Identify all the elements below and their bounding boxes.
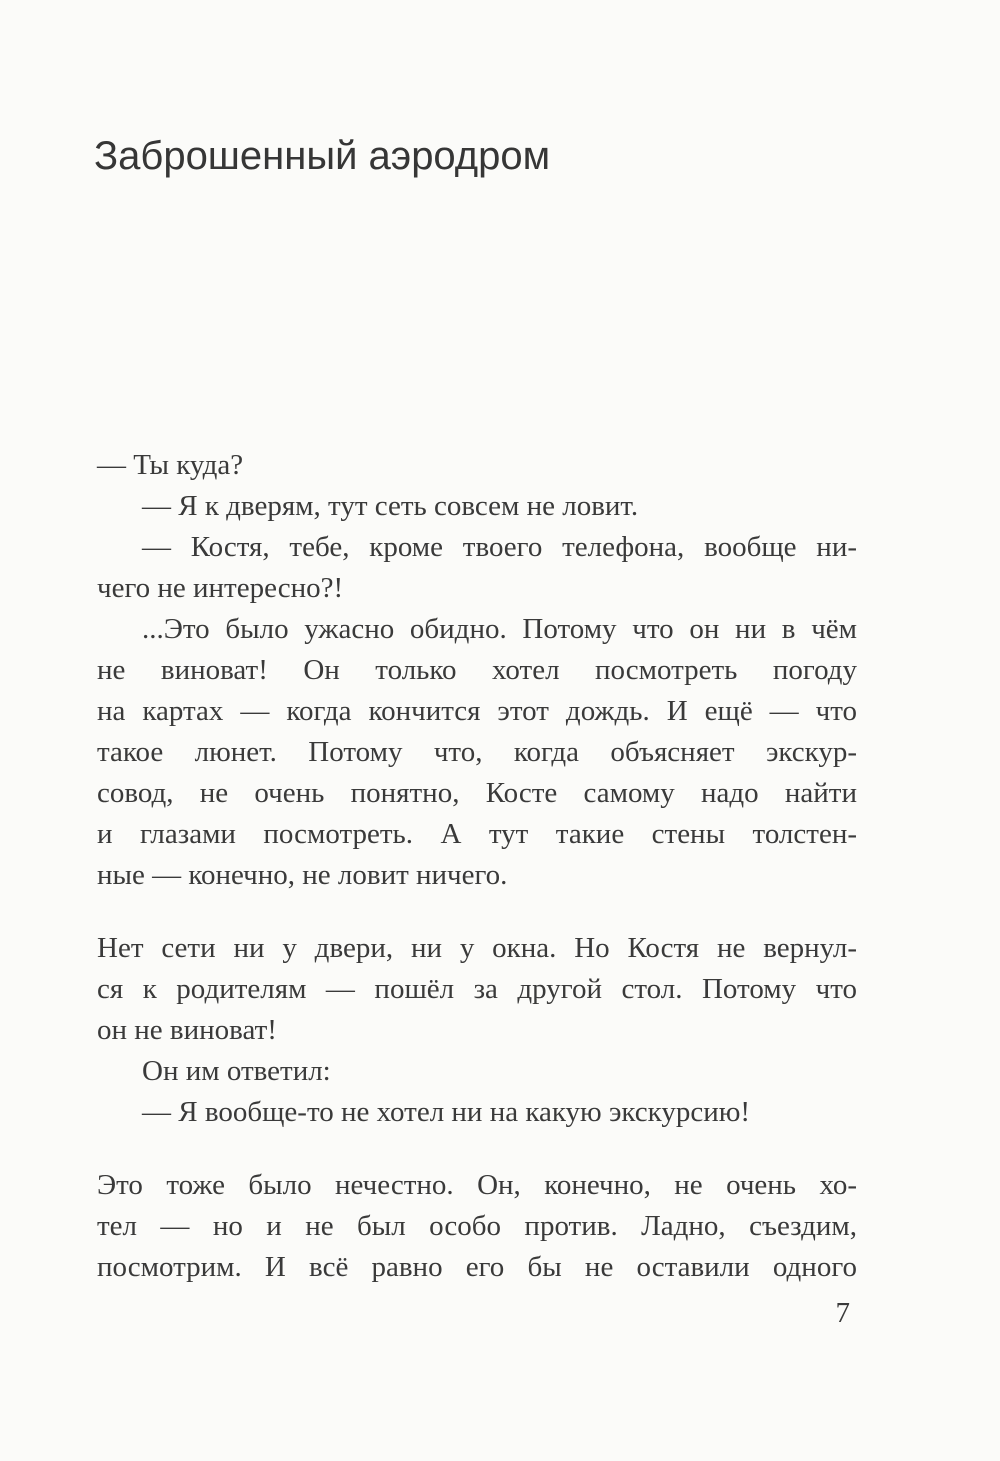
text-line: он не виноват! xyxy=(97,1014,277,1046)
text-line: тел — но и не был особо против. Ладно, съездим, xyxy=(97,1210,857,1242)
text-line: Он им ответил: xyxy=(142,1055,331,1087)
text-line: — Костя, тебе, кроме твоего телефона, вообще ни- xyxy=(142,531,857,563)
text-line: не виноват! Он только хотел посмотреть погоду xyxy=(97,654,857,686)
text-line: — Ты куда? xyxy=(97,449,244,481)
text-line: — Я вообще-то не хотел ни на какую экскурсию! xyxy=(142,1096,751,1128)
section-break xyxy=(97,896,857,928)
body-text xyxy=(97,445,857,1288)
text-line: — Я к дверям, тут сеть совсем не ловит. xyxy=(142,490,639,522)
text-line: и глазами посмотреть. А тут такие стены толстен- xyxy=(97,818,857,850)
text-line: такое люнет. Потому что, когда объясняет экскур- xyxy=(97,736,857,768)
text-line: посмотрим. И всё равно его бы не оставили одного xyxy=(97,1251,857,1283)
text-line: чего не интересно?! xyxy=(97,572,344,604)
text-line: ные — конечно, не ловит ничего. xyxy=(97,859,508,891)
page-number: 7 xyxy=(835,1297,850,1329)
text-line: ся к родителям — пошёл за другой стол. Потому что xyxy=(97,973,857,1005)
text-line: Нет сети ни у двери, ни у окна. Но Костя не вернул- xyxy=(97,932,857,964)
chapter-title: Заброшенный аэродром xyxy=(94,134,551,178)
section-break xyxy=(97,1133,857,1165)
text-line: на картах — когда кончится этот дождь. И ещё — что xyxy=(97,695,857,727)
text-line: Это тоже было нечестно. Он, конечно, не очень хо- xyxy=(97,1169,857,1201)
text-line: совод, не очень понятно, Косте самому надо найти xyxy=(97,777,857,809)
text-line: ...Это было ужасно обидно. Потому что он ни в чём xyxy=(142,613,857,645)
